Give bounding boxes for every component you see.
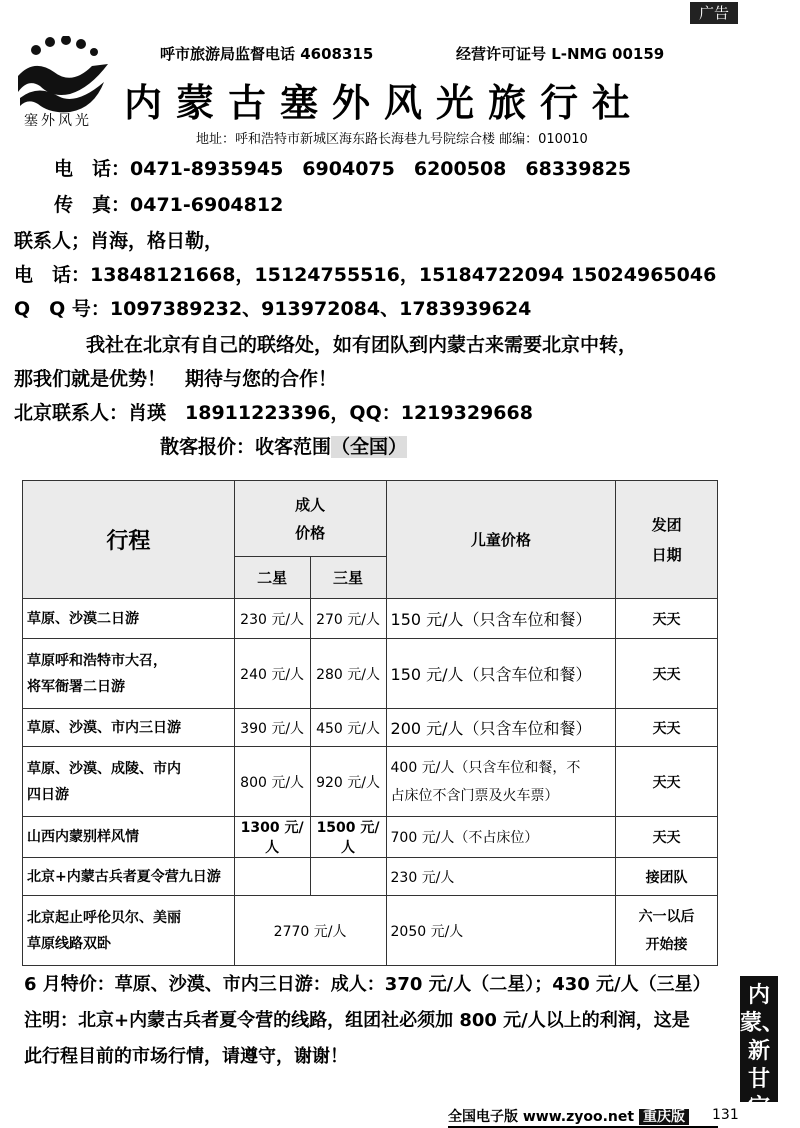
route-cell: 草原、沙漠、市内三日游	[23, 709, 235, 747]
header-adult: 成人	[295, 495, 326, 514]
three-star-price: 1500 元/人	[310, 817, 386, 858]
two-star-price: 230 元/人	[234, 599, 310, 639]
logo-caption: 塞外风光	[24, 113, 92, 129]
table-row	[23, 747, 718, 817]
note-line-1: 注明：北京+内蒙古兵者夏令营的线路，组团社必须加 800 元/人以上的利润，这是	[24, 1010, 690, 1031]
contact-persons: 联系人；肖海，格日勒，	[14, 230, 224, 252]
table-row	[23, 639, 718, 709]
header-three-star: 三星	[310, 557, 386, 599]
region-side-label: 内蒙、新甘宁	[740, 976, 778, 1102]
footer-site: 全国电子版 www.zyoo.net	[448, 1109, 635, 1125]
depart-date: 天天	[616, 709, 718, 747]
agency-address: 地址：呼和浩特市新城区海东路长海巷九号院综合楼 邮编：010010	[196, 132, 588, 147]
license-number: 经营许可证号 L-NMG 00159	[456, 45, 665, 63]
table-row	[23, 858, 718, 896]
agency-name: 内蒙古塞外风光旅行社	[124, 80, 645, 125]
depart-date: 天天	[616, 599, 718, 639]
child-price: 2050 元/人	[386, 896, 616, 966]
depart-date: 天天	[616, 817, 718, 858]
quote-scope: （全国）	[331, 436, 408, 458]
three-star-price	[310, 858, 386, 896]
three-star-price: 450 元/人	[310, 709, 386, 747]
depart-date: 天天	[616, 747, 718, 817]
footer-city: 重庆版	[639, 1109, 689, 1125]
price-table	[22, 480, 718, 966]
three-star-price: 280 元/人	[310, 639, 386, 709]
qq-numbers: Q Q 号：1097389232、913972084、1783939624	[14, 298, 532, 320]
route-cell: 草原、沙漠、成陵、市内 四日游	[23, 747, 235, 817]
table-row	[23, 709, 718, 747]
header-price: 价格	[295, 523, 326, 542]
header-route: 行程	[23, 481, 235, 599]
mobile-phones: 电 话：13848121668，15124755516，15184722094 15024965046	[14, 264, 717, 286]
quote-scope-line	[160, 432, 407, 459]
two-star-price	[234, 858, 310, 896]
header-depart-date	[616, 481, 718, 599]
ad-tag: 广告	[690, 2, 738, 24]
child-price: 200 元/人（只含车位和餐）	[386, 709, 616, 747]
child-price: 150 元/人（只含车位和餐）	[386, 639, 616, 709]
route-cell: 草原呼和浩特市大召， 将军衙署二日游	[23, 639, 235, 709]
page-number: 131	[712, 1107, 739, 1123]
route-cell: 北京起止呼伦贝尔、美丽 草原线路双卧	[23, 896, 235, 966]
depart-date: 天天	[616, 639, 718, 709]
intro-line-2: 那我们就是优势！ 期待与您的合作！	[14, 368, 338, 390]
two-star-price: 1300 元/人	[234, 817, 310, 858]
table-row	[23, 817, 718, 858]
quote-prefix: 散客报价：收客范围	[160, 436, 332, 458]
depart-date: 接团队	[616, 858, 718, 896]
header-depart-2: 日期	[651, 545, 682, 564]
table-row	[23, 896, 718, 966]
route-cell: 北京+内蒙古兵者夏令营九日游	[23, 858, 235, 896]
three-star-price: 270 元/人	[310, 599, 386, 639]
route-cell: 山西内蒙别样风情	[23, 817, 235, 858]
header-depart-1: 发团	[651, 515, 682, 534]
june-special: 6 月特价：草原、沙漠、市内三日游：成人：370 元/人（二星）；430 元/人（三星）	[24, 974, 711, 995]
two-star-price: 390 元/人	[234, 709, 310, 747]
office-phone: 电 话：0471-8935945 6904075 6200508 68339825	[54, 158, 632, 180]
beijing-contact: 北京联系人：肖瑛 18911223396，QQ：1219329668	[14, 402, 533, 424]
footer-edition	[448, 1106, 689, 1126]
two-star-price: 240 元/人	[234, 639, 310, 709]
two-star-price: 800 元/人	[234, 747, 310, 817]
supervision-hotline: 呼市旅游局监督电话 4608315	[160, 45, 374, 63]
child-price: 700 元/人（不占床位）	[386, 817, 616, 858]
fax-number: 传 真：0471-6904812	[54, 194, 284, 216]
adult-price-merged: 2770 元/人	[234, 896, 386, 966]
depart-date: 六一以后 开始接	[616, 896, 718, 966]
child-price: 230 元/人	[386, 858, 616, 896]
child-price: 400 元/人（只含车位和餐，不 占床位不含门票及火车票）	[386, 747, 616, 817]
note-line-2: 此行程目前的市场行情，请遵守，谢谢！	[24, 1046, 348, 1067]
header-child-price: 儿童价格	[386, 481, 616, 599]
three-star-price: 920 元/人	[310, 747, 386, 817]
route-cell: 草原、沙漠二日游	[23, 599, 235, 639]
intro-line-1: 我社在北京有自己的联络处，如有团队到内蒙古来需要北京中转，	[86, 334, 638, 356]
child-price: 150 元/人（只含车位和餐）	[386, 599, 616, 639]
header-adult-price	[234, 481, 386, 557]
header-two-star: 二星	[234, 557, 310, 599]
table-row	[23, 599, 718, 639]
